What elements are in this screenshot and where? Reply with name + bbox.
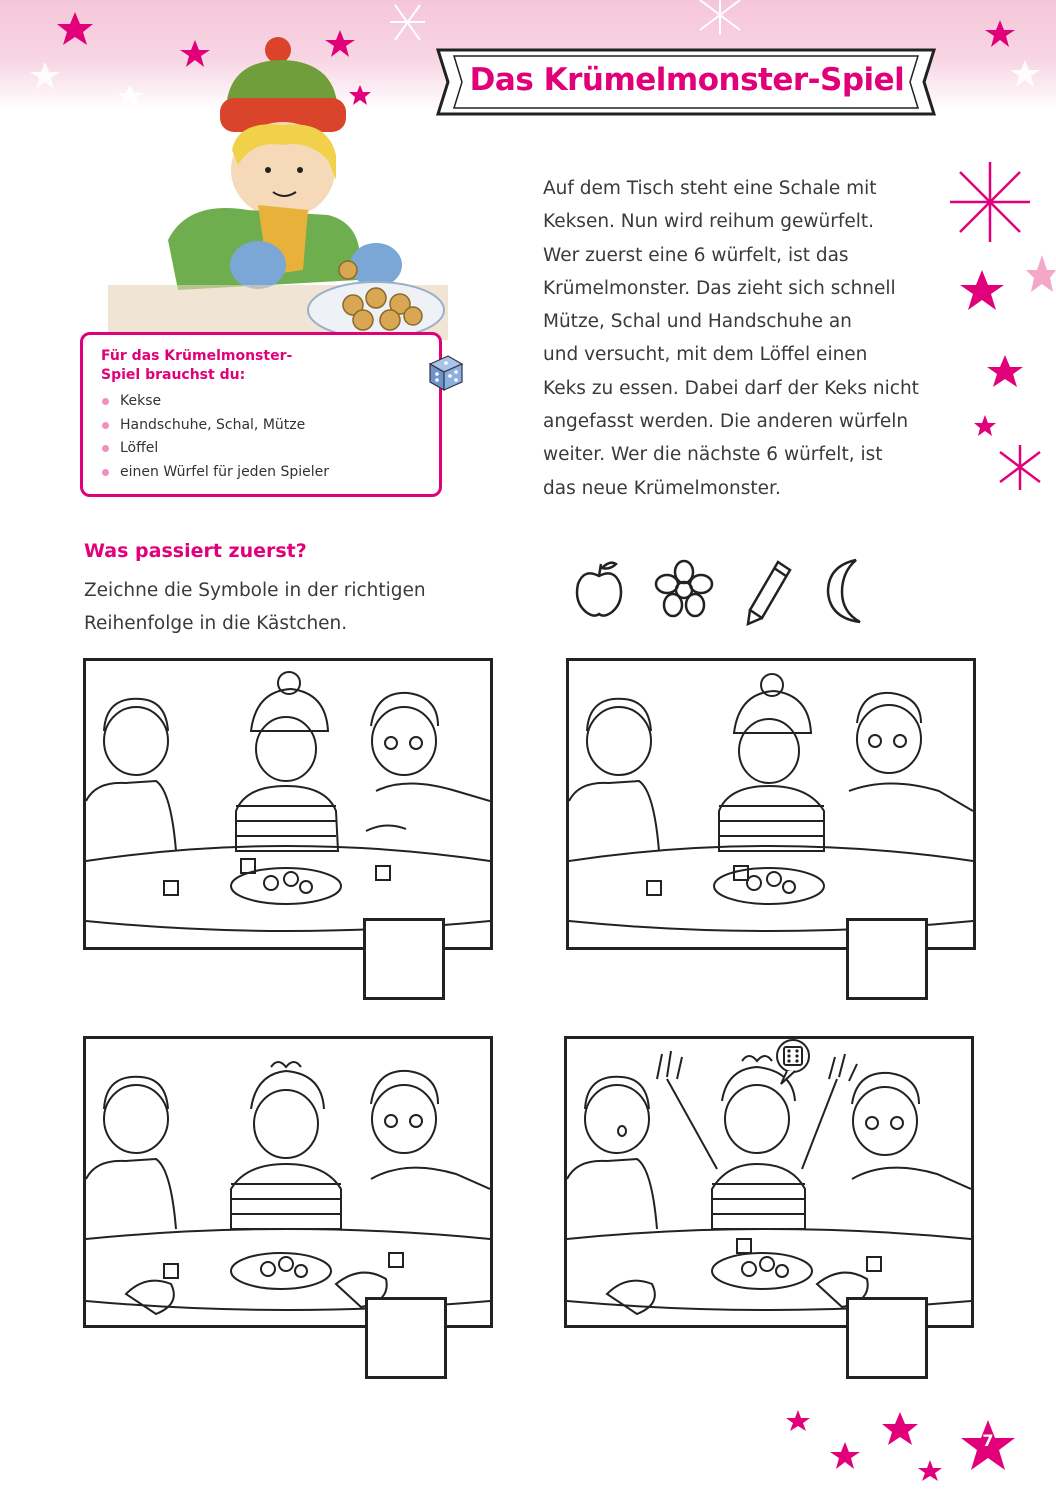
answer-box-3[interactable] [365,1297,447,1379]
materials-list [101,390,329,484]
star-icon [30,62,60,89]
star-icon [1026,255,1056,292]
story-line: Auf dem Tisch steht eine Schale mit [543,178,877,199]
page-title: Das Krümelmonster-Spiel [469,62,905,98]
side-stars [930,160,1056,500]
story-line: Keksen. Nun wird reihum gewürfelt. [543,211,874,233]
star-icon [786,1410,810,1431]
list-item: Handschuhe, Schal, Mütze [101,414,329,438]
symbol-row [566,550,886,630]
story-line: weiter. Wer die nächste 6 würfelt, ist [543,444,883,466]
star-icon [985,20,1015,47]
materials-title-line: Spiel brauchst du: [101,367,246,383]
answer-box-2[interactable] [846,918,928,1000]
star-icon [830,1442,860,1469]
star-icon [57,12,93,45]
star-icon [882,1412,918,1445]
story-line: Keks zu essen. Dabei darf der Keks nicht [543,377,919,399]
story-text [543,172,943,505]
list-item: einen Würfel für jeden Spieler [101,461,329,485]
story-line: Wer zuerst eine 6 würfelt, ist das [543,244,849,266]
panel-1-drawing [86,661,490,947]
star-icon [974,415,996,436]
apple-icon [577,563,621,616]
task-line: Zeichne die Symbole in der richtigen [84,580,426,601]
answer-box-1[interactable] [363,918,445,1000]
panel-4-drawing [567,1039,971,1325]
task-instruction [84,574,464,640]
star-icon [987,355,1023,387]
star-icon [960,270,1004,310]
list-item: Kekse [101,390,329,414]
story-line: angefasst werden. Die anderen würfeln [543,411,909,433]
story-line: das neue Krümelmonster. [543,477,781,499]
page-number: 7 [982,1431,994,1450]
dice-icon [426,352,466,392]
story-line: Mütze, Schal und Handschuhe an [543,311,852,333]
star-icon [918,1460,942,1481]
task-heading: Was passiert zuerst? [84,540,307,562]
materials-title [101,347,361,385]
task-line: Reihenfolge in die Kästchen. [84,613,348,634]
pencil-icon [748,562,790,624]
star-icon [1010,60,1040,87]
materials-box [80,332,442,497]
footer-stars [780,1400,960,1500]
story-line: Krümelmonster. Das zieht sich schnell [543,277,896,299]
list-item: Löffel [101,437,329,461]
panel-2-drawing [569,661,973,947]
speech-bubble-dice-icon [777,1040,809,1084]
moon-icon [828,560,860,622]
panel-3-drawing [86,1039,490,1325]
answer-box-4[interactable] [846,1297,928,1379]
materials-title-line: Für das Krümelmonster- [101,348,293,364]
story-line: und versucht, mit dem Löffel einen [543,344,868,366]
girl-with-cookies-illustration [108,20,448,340]
flower-icon [656,561,712,616]
